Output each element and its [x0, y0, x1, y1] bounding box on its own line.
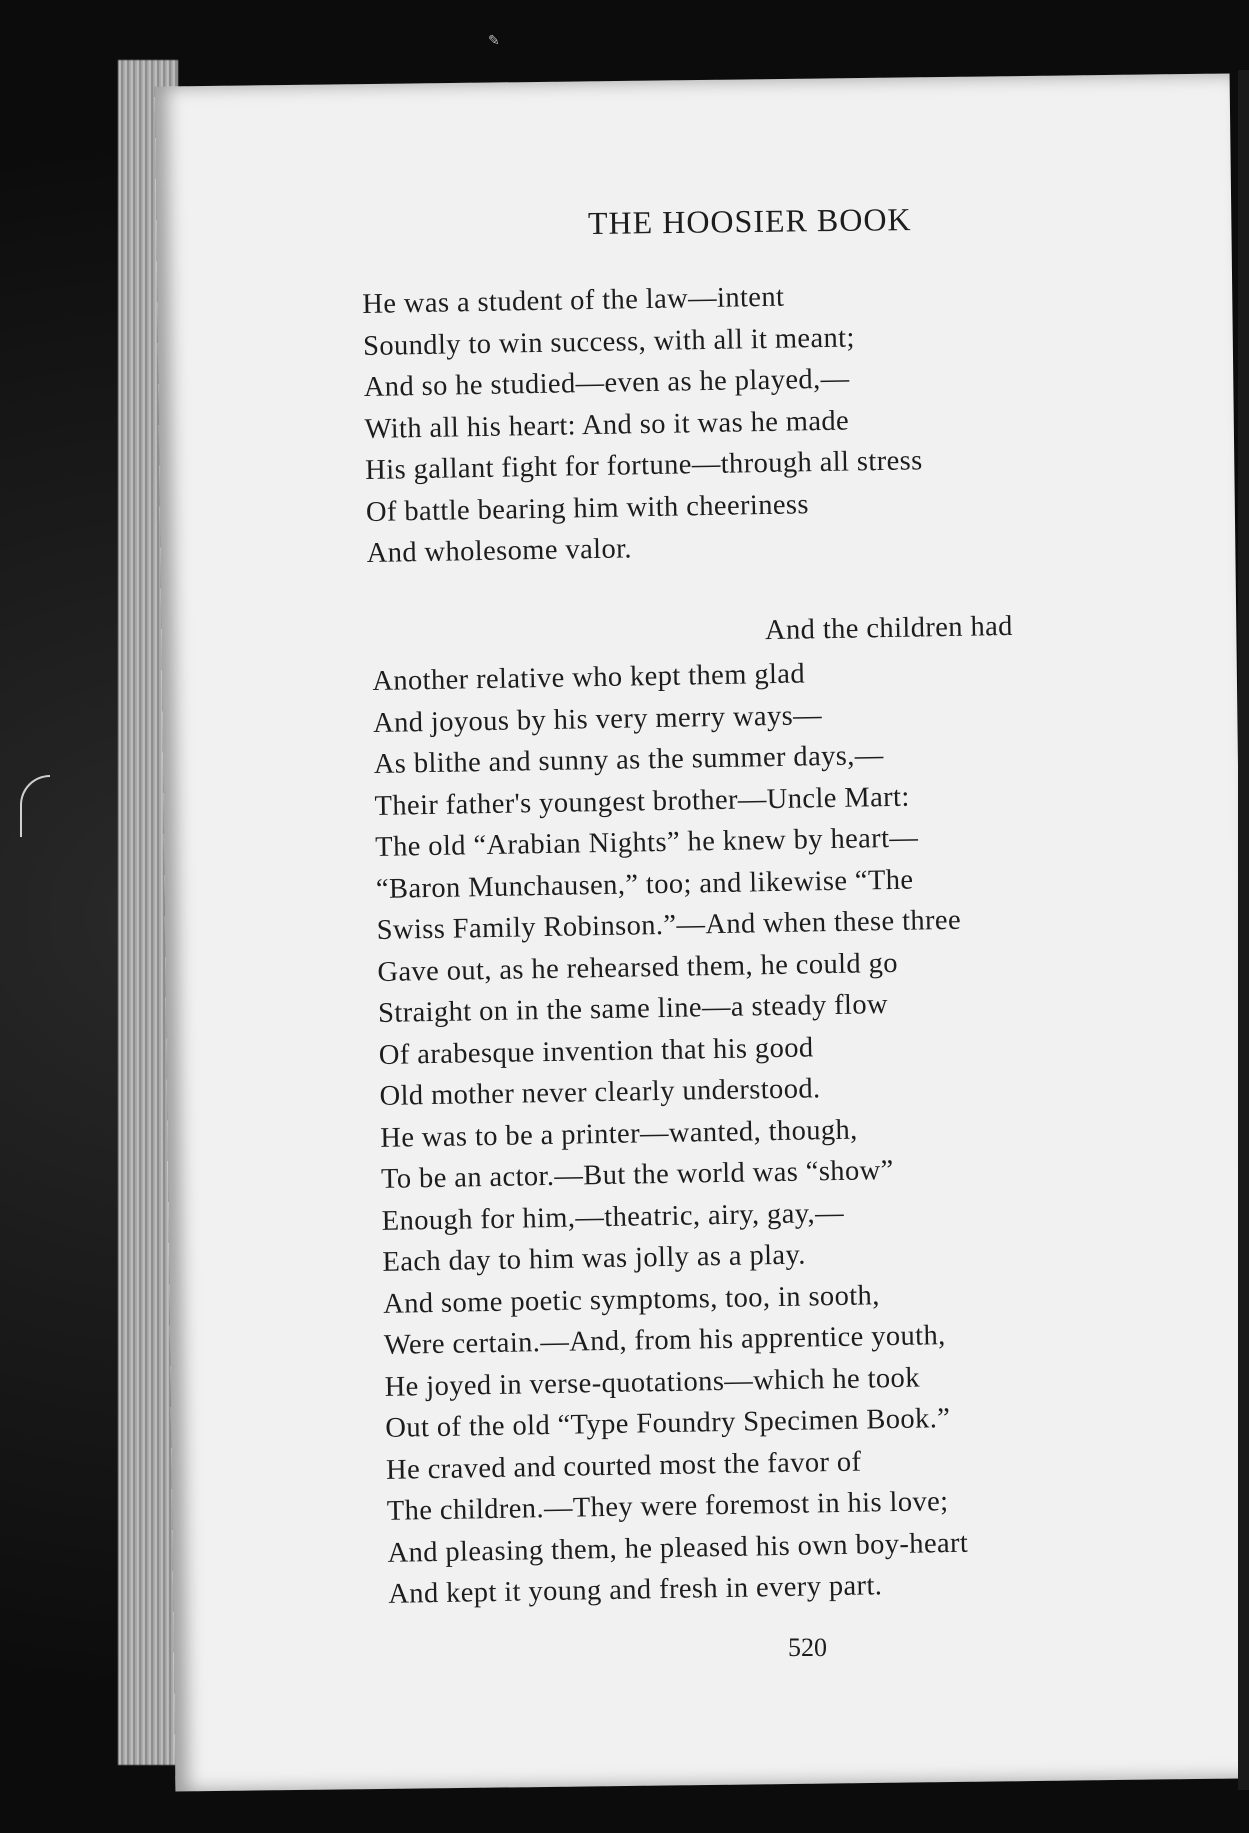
- running-head: THE HOOSIER BOOK: [587, 201, 912, 241]
- poem-line: And some poetic symptoms, too, in sooth,: [382, 1279, 880, 1320]
- poem-line: He was a student of the law—intent: [362, 281, 785, 320]
- poem-line: Old mother never clearly understood.: [379, 1073, 821, 1112]
- dust-speck-icon: ✎: [488, 34, 500, 49]
- poem-line: And pleasing them, he pleased his own boy-heart: [387, 1527, 969, 1569]
- poem-line: Enough for him,—theatric, airy, gay,—: [381, 1197, 845, 1237]
- poem-line: And wholesome valor.: [366, 533, 633, 569]
- poem-line: He craved and courted most the favor of: [385, 1446, 862, 1486]
- poem-line: Soundly to win success, with all it meant;: [362, 321, 856, 362]
- poem-line: Of battle bearing him with cheeriness: [365, 488, 810, 528]
- poem-line: Gave out, as he rehearsed them, he could go: [377, 947, 899, 988]
- poem-line: His gallant fight for fortune—through all stress: [364, 445, 923, 486]
- poem-line: Straight on in the same line—a steady flow: [377, 989, 889, 1029]
- poem-line: He joyed in verse-quotations—which he took: [384, 1362, 921, 1403]
- poem-line: To be an actor.—But the world was “show”: [380, 1154, 894, 1195]
- poem-line: As blithe and sunny as the summer days,—: [373, 740, 884, 780]
- stanza-one: [362, 274, 924, 574]
- poem-line: Of arabesque invention that his good: [378, 1031, 814, 1071]
- poem-line: Their father's youngest brother—Uncle Mart:: [374, 781, 910, 822]
- poem-line: With all his heart: And so it was he made: [364, 405, 850, 445]
- poem-line: Another relative who kept them glad: [372, 658, 806, 697]
- poem-line: The children.—They were foremost in his love;: [386, 1486, 949, 1527]
- right-page-edge: [1238, 70, 1249, 1790]
- stanza-two: [372, 651, 973, 1616]
- poem-line: And so he studied—even as he played,—: [363, 363, 850, 403]
- poem-line: Were certain.—And, from his apprentice youth,: [383, 1320, 946, 1361]
- poem-line: Out of the old “Type Foundry Specimen Book.”: [385, 1403, 951, 1444]
- poem-line: Swiss Family Robinson.”—And when these three: [376, 904, 962, 946]
- poem-line: “Baron Munchausen,” too; and likewise “The: [375, 864, 914, 905]
- poem-line: The old “Arabian Nights” he knew by heart—: [374, 822, 919, 863]
- page-number: 520: [788, 1633, 827, 1662]
- poem-line: He was to be a printer—wanted, though,: [380, 1114, 858, 1154]
- poem-line: And joyous by his very merry ways—: [372, 699, 823, 739]
- poem-line: Each day to him was jolly as a play.: [382, 1239, 807, 1278]
- poem-line: And kept it young and fresh in every part.: [388, 1570, 883, 1610]
- indented-poem-line: And the children had: [764, 610, 1014, 647]
